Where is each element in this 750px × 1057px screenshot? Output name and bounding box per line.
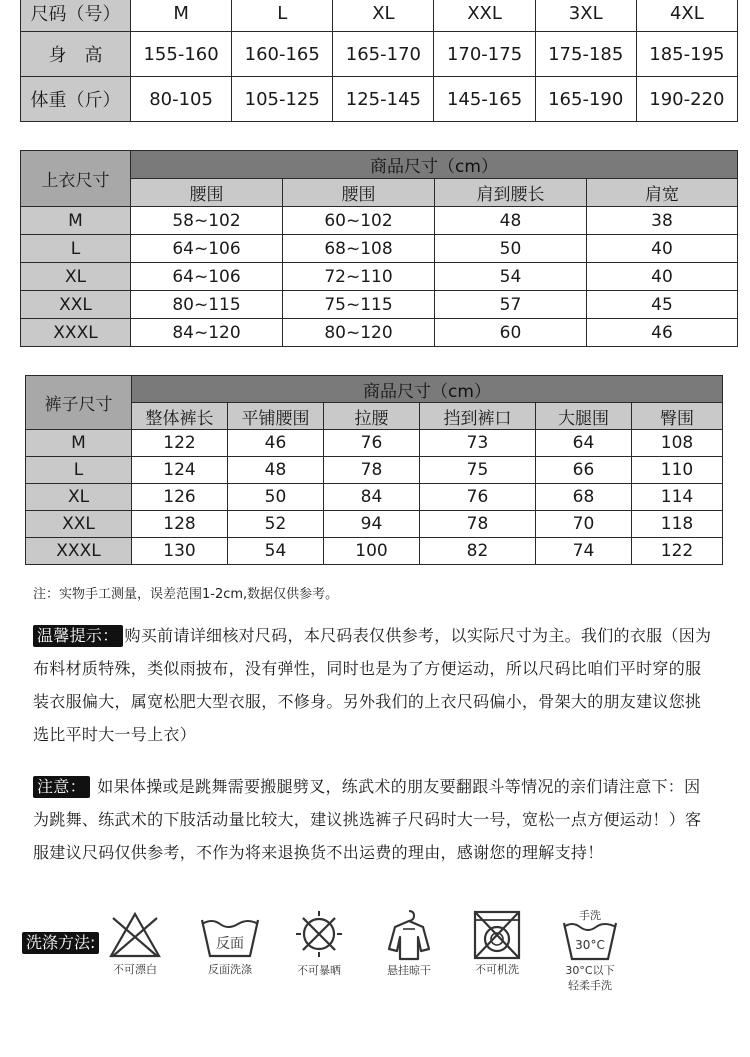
weight-cell: 125-145 [333, 77, 434, 122]
table-cell: 78 [420, 511, 536, 538]
no-sun-dry-icon [284, 907, 354, 978]
attention-text: 如果体操或是跳舞需要搬腿劈叉，练武术的朋友要翻跟斗等情况的亲们请注意下：因为跳舞、练武术的下肢活动量比较大，建议挑选裤子尺码时大一号，宽松一点方便运动！）客服建议尺码仅供参考，不作为将来退换货不出运费的理由，感谢您的理解支持！ [33, 777, 702, 862]
column-header: 整体裤长 [132, 403, 228, 430]
table-cell: 84~120 [131, 319, 283, 347]
row-size-label: XL [21, 263, 131, 291]
no-machine-wash-icon [462, 908, 532, 977]
height-cell: 175-185 [535, 32, 636, 77]
table-cell: 40 [587, 235, 738, 263]
table-cell: 40 [587, 263, 738, 291]
size-cell: XXL [434, 0, 535, 32]
table-cell: 64 [536, 430, 632, 457]
table-cell: 82 [420, 538, 536, 565]
table-row [26, 538, 723, 565]
column-header: 肩宽 [587, 179, 738, 207]
row-size-label: XL [26, 484, 132, 511]
icon-inner-text: 30°C [575, 938, 605, 952]
table-cell: 54 [435, 263, 587, 291]
wash-instructions [22, 905, 722, 1015]
size-cell: M [131, 0, 232, 32]
table-cell: 130 [132, 538, 228, 565]
table-cell: 84 [324, 484, 420, 511]
table-row [21, 235, 738, 263]
table-cell: 80~115 [131, 291, 283, 319]
table-cell: 68~108 [283, 235, 435, 263]
table-cell: 38 [587, 207, 738, 235]
icon-caption: 反面洗涤 [208, 963, 252, 976]
table-row [21, 263, 738, 291]
icon-caption: 不可机洗 [475, 963, 519, 976]
table-cell: 58~102 [131, 207, 283, 235]
row-size-label: L [26, 457, 132, 484]
top-table-corner: 上衣尺寸 [21, 151, 131, 207]
height-cell: 155-160 [131, 32, 232, 77]
pants-table-corner: 裤子尺寸 [26, 376, 132, 430]
table-cell: 50 [435, 235, 587, 263]
weight-cell: 165-190 [535, 77, 636, 122]
table-cell: 54 [228, 538, 324, 565]
row-size-label: XXXL [26, 538, 132, 565]
attention-badge: 注意： [33, 776, 90, 798]
table-cell: 94 [324, 511, 420, 538]
icon-caption: 30°C以下 [565, 964, 615, 977]
icon-caption-line2: 轻柔手洗 [568, 979, 612, 992]
table-row [26, 511, 723, 538]
table-row [21, 207, 738, 235]
weight-cell: 80-105 [131, 77, 232, 122]
table-cell: 48 [228, 457, 324, 484]
table-row [21, 319, 738, 347]
table-cell: 46 [228, 430, 324, 457]
table-cell: 80~120 [283, 319, 435, 347]
tip-text: 购买前请详细核对尺码，本尺码表仅供参考，以实际尺寸为主。我们的衣服（因为布料材质特殊，类似雨披布，没有弹性，同时也是为了方便运动，所以尺码比咱们平时穿的服装衣服偏大，属宽松肥大型衣服，不修身。另外我们的上衣尺码偏小，骨架大的朋友建议您挑选比平时大一号上衣） [33, 626, 712, 744]
size-header-label: 尺码（号） [21, 0, 131, 32]
table-cell: 118 [632, 511, 723, 538]
size-header-row [21, 0, 738, 32]
height-cell: 185-195 [636, 32, 737, 77]
table-cell: 122 [632, 538, 723, 565]
weight-cell: 145-165 [434, 77, 535, 122]
table-cell: 75~115 [283, 291, 435, 319]
row-size-label: XXL [26, 511, 132, 538]
measurement-note: 注：实物手工测量，误差范围1-2cm,数据仅供参考。 [33, 587, 339, 602]
table-cell: 50 [228, 484, 324, 511]
hang-dry-icon [374, 907, 444, 978]
column-header: 腰围 [283, 179, 435, 207]
table-cell: 76 [420, 484, 536, 511]
row-size-label: XXL [21, 291, 131, 319]
tip-paragraph [33, 619, 713, 751]
table-cell: 122 [132, 430, 228, 457]
wash-label: 洗涤方法: [22, 932, 99, 954]
size-cell: XL [333, 0, 434, 32]
height-row [21, 32, 738, 77]
table-row [26, 457, 723, 484]
table-cell: 64~106 [131, 235, 283, 263]
table-cell: 74 [536, 538, 632, 565]
column-header: 臀围 [632, 403, 723, 430]
table-cell: 73 [420, 430, 536, 457]
row-size-label: L [21, 235, 131, 263]
tip-badge: 温馨提示： [33, 625, 123, 647]
weight-row [21, 77, 738, 122]
weight-label: 体重（斤） [21, 77, 131, 122]
table-row [26, 484, 723, 511]
attention-paragraph [33, 770, 713, 869]
table-cell: 75 [420, 457, 536, 484]
column-header: 肩到腰长 [435, 179, 587, 207]
icon-inner-text: 反面 [216, 936, 244, 952]
no-bleach-icon [100, 910, 170, 977]
icon-caption: 不可暴晒 [297, 964, 341, 977]
icon-caption: 不可漂白 [113, 963, 157, 976]
top-size-table [20, 150, 738, 347]
size-cell: L [232, 0, 333, 32]
icon-caption: 悬挂晾干 [387, 964, 431, 977]
table-cell: 126 [132, 484, 228, 511]
icon-top-text: 手洗 [579, 909, 601, 922]
pants-size-table [25, 375, 723, 565]
row-size-label: M [21, 207, 131, 235]
size-cell: 4XL [636, 0, 737, 32]
pants-table-group-header: 商品尺寸（cm） [132, 376, 723, 403]
table-cell: 48 [435, 207, 587, 235]
weight-cell: 105-125 [232, 77, 333, 122]
height-label: 身 高 [21, 32, 131, 77]
table-cell: 46 [587, 319, 738, 347]
column-header: 平铺腰围 [228, 403, 324, 430]
table-cell: 114 [632, 484, 723, 511]
table-cell: 76 [324, 430, 420, 457]
table-cell: 78 [324, 457, 420, 484]
size-cell: 3XL [535, 0, 636, 32]
weight-cell: 190-220 [636, 77, 737, 122]
column-header: 挡到裤口 [420, 403, 536, 430]
table-cell: 110 [632, 457, 723, 484]
height-cell: 160-165 [232, 32, 333, 77]
table-cell: 70 [536, 511, 632, 538]
table-cell: 60~102 [283, 207, 435, 235]
height-cell: 165-170 [333, 32, 434, 77]
row-size-label: M [26, 430, 132, 457]
column-header: 腰围 [131, 179, 283, 207]
hand-wash-icon [550, 905, 630, 993]
table-cell: 108 [632, 430, 723, 457]
table-row [21, 291, 738, 319]
table-cell: 128 [132, 511, 228, 538]
table-cell: 68 [536, 484, 632, 511]
table-cell: 64~106 [131, 263, 283, 291]
table-cell: 66 [536, 457, 632, 484]
column-header: 大腿围 [536, 403, 632, 430]
table-row [26, 430, 723, 457]
table-cell: 72~110 [283, 263, 435, 291]
table-cell: 45 [587, 291, 738, 319]
table-cell: 100 [324, 538, 420, 565]
table-cell: 57 [435, 291, 587, 319]
size-chart-table [20, 0, 738, 122]
wash-inside-out-icon [195, 910, 265, 977]
table-cell: 60 [435, 319, 587, 347]
column-header: 拉腰 [324, 403, 420, 430]
table-cell: 52 [228, 511, 324, 538]
top-table-group-header: 商品尺寸（cm） [131, 151, 738, 179]
table-cell: 124 [132, 457, 228, 484]
row-size-label: XXXL [21, 319, 131, 347]
height-cell: 170-175 [434, 32, 535, 77]
